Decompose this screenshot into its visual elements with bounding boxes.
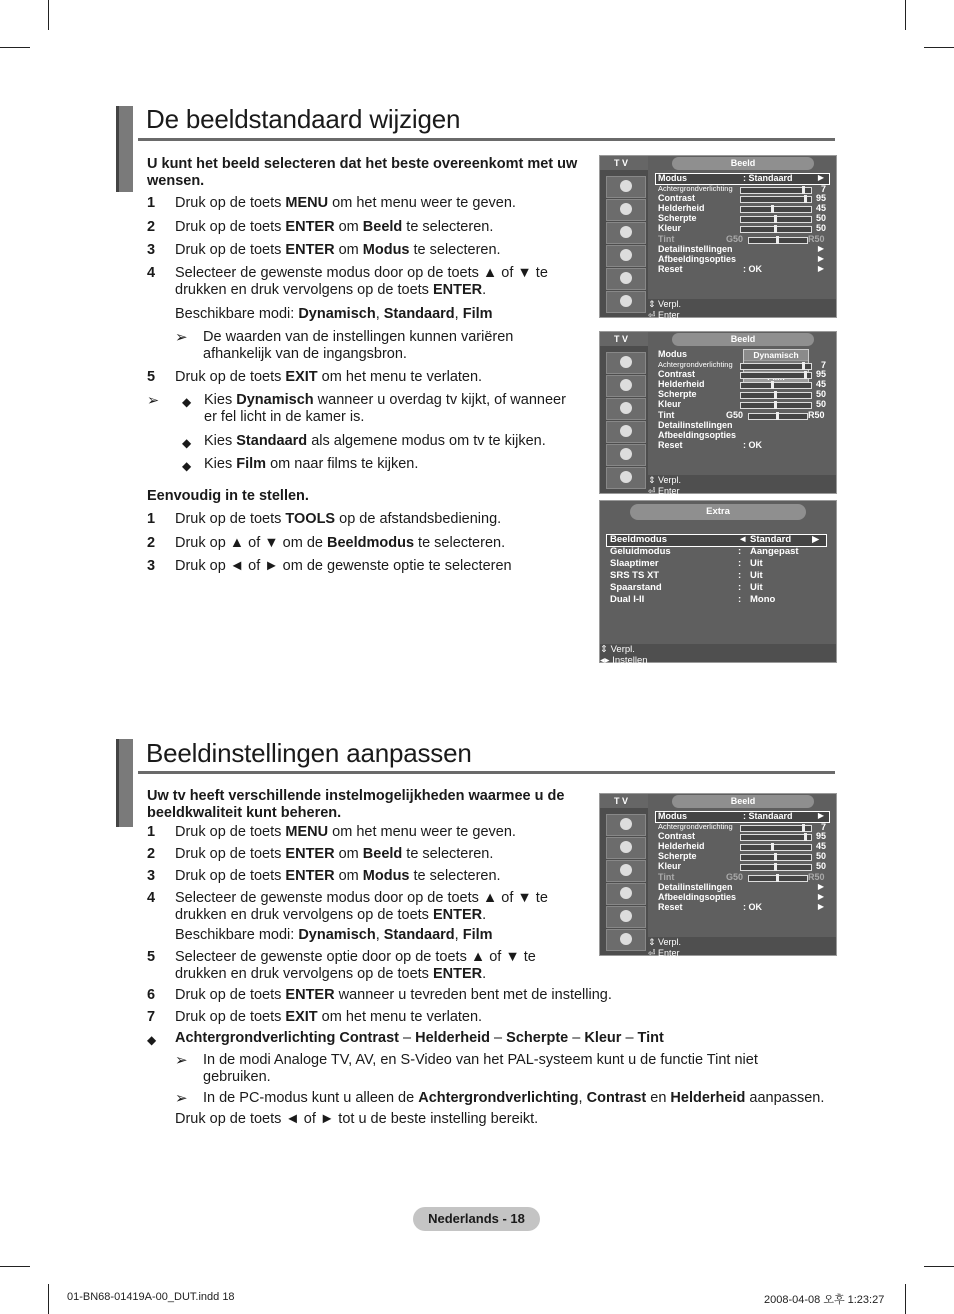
right-arrow-icon: ▶: [812, 534, 820, 545]
footer-enter: ⏎ Enter: [648, 948, 680, 958]
menu-row: Helderheid: [658, 841, 705, 851]
print-date: 2008-04-08 오후 1:23:27: [764, 1294, 885, 1306]
row-separator: :: [738, 594, 742, 605]
slider-thumb: [802, 362, 805, 370]
intro-text: U kunt het beeld selecteren dat het beste overeenkomt met uw wensen.: [147, 156, 578, 189]
channel-icon: [606, 398, 646, 420]
footer-move: ⇕ Verpl.: [648, 475, 682, 485]
slider-thumb: [804, 195, 807, 203]
slider-value: 45: [815, 203, 826, 213]
menu-row: Reset: [658, 264, 683, 274]
reset-value: : OK: [743, 264, 762, 274]
dropdown-option: Dynamisch: [744, 350, 808, 360]
osd-footer: [648, 937, 836, 969]
step-number: 2: [147, 535, 156, 551]
menu-row: Scherpte: [658, 389, 697, 399]
slider-thumb: [776, 874, 779, 882]
slider-track: [740, 216, 812, 223]
extra-row-value: Aangepast: [750, 546, 799, 557]
footer-close: ↺ Sluiten: [600, 666, 640, 677]
crop-mark: [48, 0, 49, 30]
footer-back: ↺ Terug: [648, 321, 681, 331]
step-number: 7: [147, 1009, 156, 1025]
slider-thumb: [802, 186, 805, 194]
right-arrow-icon: ▶: [817, 244, 824, 253]
channel-icon: [606, 860, 646, 882]
reset-value: : OK: [743, 902, 762, 912]
step-number: 1: [147, 824, 156, 840]
step-text: Druk op de toets ENTER om Modus te selecteren.: [175, 242, 501, 258]
tint-slider-track: [748, 413, 808, 420]
bullet-text: Kies Standaard als algemene modus om tv te kijken.: [204, 433, 546, 449]
menu-row: Tint: [658, 234, 675, 244]
section-rule: [138, 771, 835, 774]
note-arrow-icon: ➢: [175, 329, 188, 346]
tint-right-value: R50: [808, 872, 825, 882]
tint-left-value: G50: [726, 234, 744, 244]
step-number: 5: [147, 949, 156, 965]
footer-move: ⇕ Verpl.: [648, 937, 682, 947]
right-arrow-icon: ▶: [817, 902, 824, 911]
slider-thumb: [771, 381, 774, 389]
tv-menu-panel: [599, 155, 837, 331]
tv-label: T V: [600, 794, 648, 808]
osd-footer: [648, 475, 836, 496]
picture-icon: [606, 814, 646, 836]
reset-value: : OK: [743, 440, 762, 450]
menu-row: Modus: [658, 811, 687, 821]
tint-slider-track: [748, 875, 808, 882]
menu-row: Afbeeldingsopties: [658, 430, 737, 440]
slider-value: 50: [815, 223, 826, 233]
slider-value: 95: [815, 369, 826, 379]
step-text: Selecteer de gewenste modus door op de toets ▲ of ▼ te drukken en druk vervolgens op de toets ENTER.: [175, 265, 548, 298]
extra-row-label: Geluidmodus: [610, 546, 671, 557]
step-text: Selecteer de gewenste optie door op de toets ▲ of ▼ te drukken en druk vervolgens op de toets ENTER.: [175, 949, 536, 982]
available-modes: Beschikbare modi: Dynamisch, Standaard, Film: [175, 306, 493, 322]
slider-thumb: [804, 833, 807, 841]
crop-mark: [905, 1284, 906, 1314]
available-modes: Beschikbare modi: Dynamisch, Standaard, Film: [175, 927, 493, 943]
mode-value: : Standaard: [743, 173, 793, 183]
note-text: In de modi Analoge TV, AV, en S-Video van het PAL-systeem kunt u de functie Tint niet gebruiken.: [203, 1052, 758, 1085]
slider-thumb: [802, 824, 805, 832]
osd-footer: [648, 299, 836, 331]
right-arrow-icon: ▶: [817, 811, 824, 820]
slider-track: [740, 825, 812, 832]
section-title: De beeldstandaard wijzigen: [146, 104, 461, 134]
slider-thumb: [804, 371, 807, 379]
slider-track: [740, 372, 812, 379]
row-separator: :: [738, 570, 742, 581]
final-instruction: Druk op de toets ◄ of ► tot u de beste instelling bereikt.: [175, 1111, 539, 1127]
menu-row: Reset: [658, 440, 683, 450]
menu-row: Detailinstellingen: [658, 420, 733, 430]
bullet-text: Kies Film om naar films te kijken.: [204, 456, 419, 472]
diamond-bullet-icon: ◆: [147, 1033, 157, 1047]
application-icon: [606, 929, 646, 951]
crop-mark: [924, 1266, 954, 1267]
slider-thumb: [774, 863, 777, 871]
picture-icon: [606, 352, 646, 374]
slider-value: 95: [815, 193, 826, 203]
input-icon: [606, 268, 646, 290]
menu-row: Detailinstellingen: [658, 244, 733, 254]
file-name: 01-BN68-01419A-00_DUT.indd 18: [67, 1291, 235, 1303]
note-text: De waarden van de instellingen kunnen variëren afhankelijk van de ingangsbron.: [203, 329, 514, 362]
page-number-badge: Nederlands - 18: [413, 1207, 540, 1231]
step-number: 1: [147, 511, 156, 527]
slider-value: 50: [815, 389, 826, 399]
extra-menu-title: Extra: [630, 504, 806, 520]
menu-row: Contrast: [658, 369, 696, 379]
right-arrow-icon: ▶: [817, 892, 824, 901]
extra-row-value: Standard: [750, 534, 792, 545]
slider-value: 45: [815, 841, 826, 851]
intro-text: Uw tv heeft verschillende instelmogelijkheden waarmee u de beeldkwaliteit kunt beheren.: [147, 788, 565, 821]
menu-row: Achtergrondverlichting: [658, 184, 733, 193]
step-number: 5: [147, 369, 156, 385]
step-text: Druk op de toets ENTER om Beeld te selecteren.: [175, 846, 494, 862]
slider-value: 45: [815, 379, 826, 389]
slider-track: [740, 854, 812, 861]
step-number: 3: [147, 868, 156, 884]
menu-row: Helderheid: [658, 203, 705, 213]
application-icon: [606, 291, 646, 313]
step-number: 3: [147, 242, 156, 258]
channel-icon: [606, 222, 646, 244]
crop-mark: [0, 1266, 30, 1267]
row-separator: :: [738, 558, 742, 569]
crop-mark: [924, 47, 954, 48]
easy-setup-title: Eenvoudig in te stellen.: [147, 488, 309, 504]
input-icon: [606, 444, 646, 466]
footer-move: ⇕ Verpl.: [648, 299, 682, 309]
step-text: Druk op de toets ENTER wanneer u tevreden bent met de instelling.: [175, 987, 612, 1003]
row-separator: :: [738, 546, 742, 557]
slider-track: [740, 864, 812, 871]
step-number: 2: [147, 219, 156, 235]
step-text: Druk op de toets TOOLS op de afstandsbediening.: [175, 511, 502, 527]
step-number: 1: [147, 195, 156, 211]
extra-menu-panel: [599, 500, 837, 677]
note-text: In de PC-modus kunt u alleen de Achtergrondverlichting, Contrast en Helderheid aanpassen.: [203, 1090, 825, 1106]
slider-thumb: [774, 225, 777, 233]
footer-back: ↺ Terug: [648, 959, 681, 969]
menu-row: Achtergrondverlichting: [658, 822, 733, 831]
step-text: Druk op ▲ of ▼ om de Beeldmodus te selecteren.: [175, 535, 506, 551]
slider-thumb: [771, 205, 774, 213]
note-arrow-icon: ➢: [175, 1090, 188, 1107]
footer-move: ⇕ Verpl.: [600, 644, 635, 655]
menu-row: Afbeeldingsopties: [658, 254, 737, 264]
bullet-text: Achtergrondverlichting Contrast – Helderheid – Scherpte – Kleur – Tint: [175, 1030, 664, 1046]
step-text: Druk op de toets EXIT om het menu te verlaten.: [175, 1009, 483, 1025]
menu-row: Detailinstellingen: [658, 882, 733, 892]
diamond-bullet-icon: ◆: [182, 459, 192, 473]
step-text: Druk op ◄ of ► om de gewenste optie te selecteren: [175, 558, 512, 574]
menu-row: Contrast: [658, 193, 696, 203]
slider-track: [740, 402, 812, 409]
application-icon: [606, 467, 646, 489]
note-arrow-icon: ➢: [175, 1052, 188, 1069]
extra-row-label: SRS TS XT: [610, 570, 660, 581]
tint-right-value: R50: [808, 234, 825, 244]
tv-label: T V: [600, 332, 648, 346]
right-arrow-icon: ▶: [817, 254, 824, 263]
right-arrow-icon: ▶: [817, 173, 824, 182]
extra-row-value: Uit: [750, 558, 763, 569]
slider-value: 50: [815, 213, 826, 223]
footer-enter: ⏎ Enter: [648, 486, 680, 496]
step-number: 3: [147, 558, 156, 574]
tint-left-value: G50: [726, 872, 744, 882]
step-number: 4: [147, 265, 156, 281]
menu-row: Scherpte: [658, 213, 697, 223]
step-text: Druk op de toets ENTER om Modus te selecteren.: [175, 868, 501, 884]
slider-thumb: [771, 843, 774, 851]
setup-icon: [606, 245, 646, 267]
tint-slider-track: [748, 237, 808, 244]
menu-row: Kleur: [658, 861, 682, 871]
picture-icon: [606, 176, 646, 198]
slider-thumb: [774, 401, 777, 409]
slider-track: [740, 196, 812, 203]
slider-value: 50: [815, 861, 826, 871]
setup-icon: [606, 421, 646, 443]
menu-row: Achtergrondverlichting: [658, 360, 733, 369]
extra-row-value: Uit: [750, 582, 763, 593]
slider-thumb: [774, 215, 777, 223]
step-text: Selecteer de gewenste modus door op de toets ▲ of ▼ te drukken en druk vervolgens op de toets ENTER.: [175, 890, 548, 923]
menu-row: Scherpte: [658, 851, 697, 861]
step-text: Druk op de toets MENU om het menu weer te geven.: [175, 195, 516, 211]
tv-menu-panel: [599, 793, 837, 969]
bullet-text: Kies Dynamisch wanneer u overdag tv kijkt, of wanneer er fel licht in de kamer is.: [204, 392, 566, 425]
tint-right-value: R50: [808, 410, 825, 420]
extra-row-value: Uit: [750, 570, 763, 581]
menu-row: Helderheid: [658, 379, 705, 389]
diamond-bullet-icon: ◆: [182, 395, 192, 409]
slider-value: 7: [820, 360, 826, 370]
extra-row-label: Dual I-II: [610, 594, 645, 605]
sound-icon: [606, 375, 646, 397]
slider-value: 50: [815, 399, 826, 409]
menu-title: Beeld: [672, 795, 814, 808]
right-arrow-icon: ▶: [817, 264, 824, 273]
step-number: 2: [147, 846, 156, 862]
step-text: Druk op de toets MENU om het menu weer te geven.: [175, 824, 516, 840]
menu-title: Beeld: [672, 157, 814, 170]
slider-thumb: [776, 236, 779, 244]
extra-footer: [600, 644, 836, 677]
slider-track: [740, 844, 812, 851]
menu-row: Reset: [658, 902, 683, 912]
step-number: 4: [147, 890, 156, 906]
input-icon: [606, 906, 646, 928]
note-arrow-icon: ➢: [147, 393, 160, 409]
sound-icon: [606, 837, 646, 859]
slider-track: [740, 206, 812, 213]
tint-left-value: G50: [726, 410, 744, 420]
extra-row-label: Slaaptimer: [610, 558, 659, 569]
menu-row: Kleur: [658, 399, 682, 409]
row-separator: :: [738, 582, 742, 593]
extra-row-value: Mono: [750, 594, 776, 605]
menu-row: Modus: [658, 349, 687, 359]
extra-row-label: Spaarstand: [610, 582, 662, 593]
menu-row: Modus: [658, 173, 687, 183]
slider-value: 7: [820, 822, 826, 832]
step-number: 6: [147, 987, 156, 1003]
slider-value: 7: [820, 184, 826, 194]
slider-track: [740, 187, 812, 194]
menu-row: Kleur: [658, 223, 682, 233]
crop-mark: [0, 47, 30, 48]
crop-mark: [48, 1284, 49, 1314]
crop-mark: [905, 0, 906, 30]
extra-row-label: Beeldmodus: [610, 534, 668, 545]
step-text: Druk op de toets ENTER om Beeld te selecteren.: [175, 219, 494, 235]
slider-track: [740, 226, 812, 233]
tv-label: T V: [600, 156, 648, 170]
row-separator: ◄: [738, 534, 748, 545]
slider-thumb: [774, 853, 777, 861]
menu-row: Contrast: [658, 831, 696, 841]
slider-track: [740, 382, 812, 389]
footer-enter: ⏎ Enter: [648, 310, 680, 320]
section-rule: [138, 138, 835, 141]
menu-title: Beeld: [672, 333, 814, 346]
menu-row: Afbeeldingsopties: [658, 892, 737, 902]
menu-row: Tint: [658, 410, 675, 420]
sound-icon: [606, 199, 646, 221]
slider-value: 95: [815, 831, 826, 841]
mode-value: : Standaard: [743, 811, 793, 821]
footer-set: ◂▸ Instellen: [600, 655, 648, 666]
slider-track: [740, 363, 812, 370]
right-arrow-icon: ▶: [817, 882, 824, 891]
slider-thumb: [776, 412, 779, 420]
tv-menu-panel-dropdown: [599, 331, 837, 494]
section-bar: [116, 106, 133, 192]
slider-track: [740, 392, 812, 399]
menu-row: Tint: [658, 872, 675, 882]
section-title: Beeldinstellingen aanpassen: [146, 738, 472, 768]
setup-icon: [606, 883, 646, 905]
slider-thumb: [774, 391, 777, 399]
step-text: Druk op de toets EXIT om het menu te verlaten.: [175, 369, 483, 385]
slider-track: [740, 834, 812, 841]
diamond-bullet-icon: ◆: [182, 436, 192, 450]
section-bar: [116, 739, 133, 827]
slider-value: 50: [815, 851, 826, 861]
